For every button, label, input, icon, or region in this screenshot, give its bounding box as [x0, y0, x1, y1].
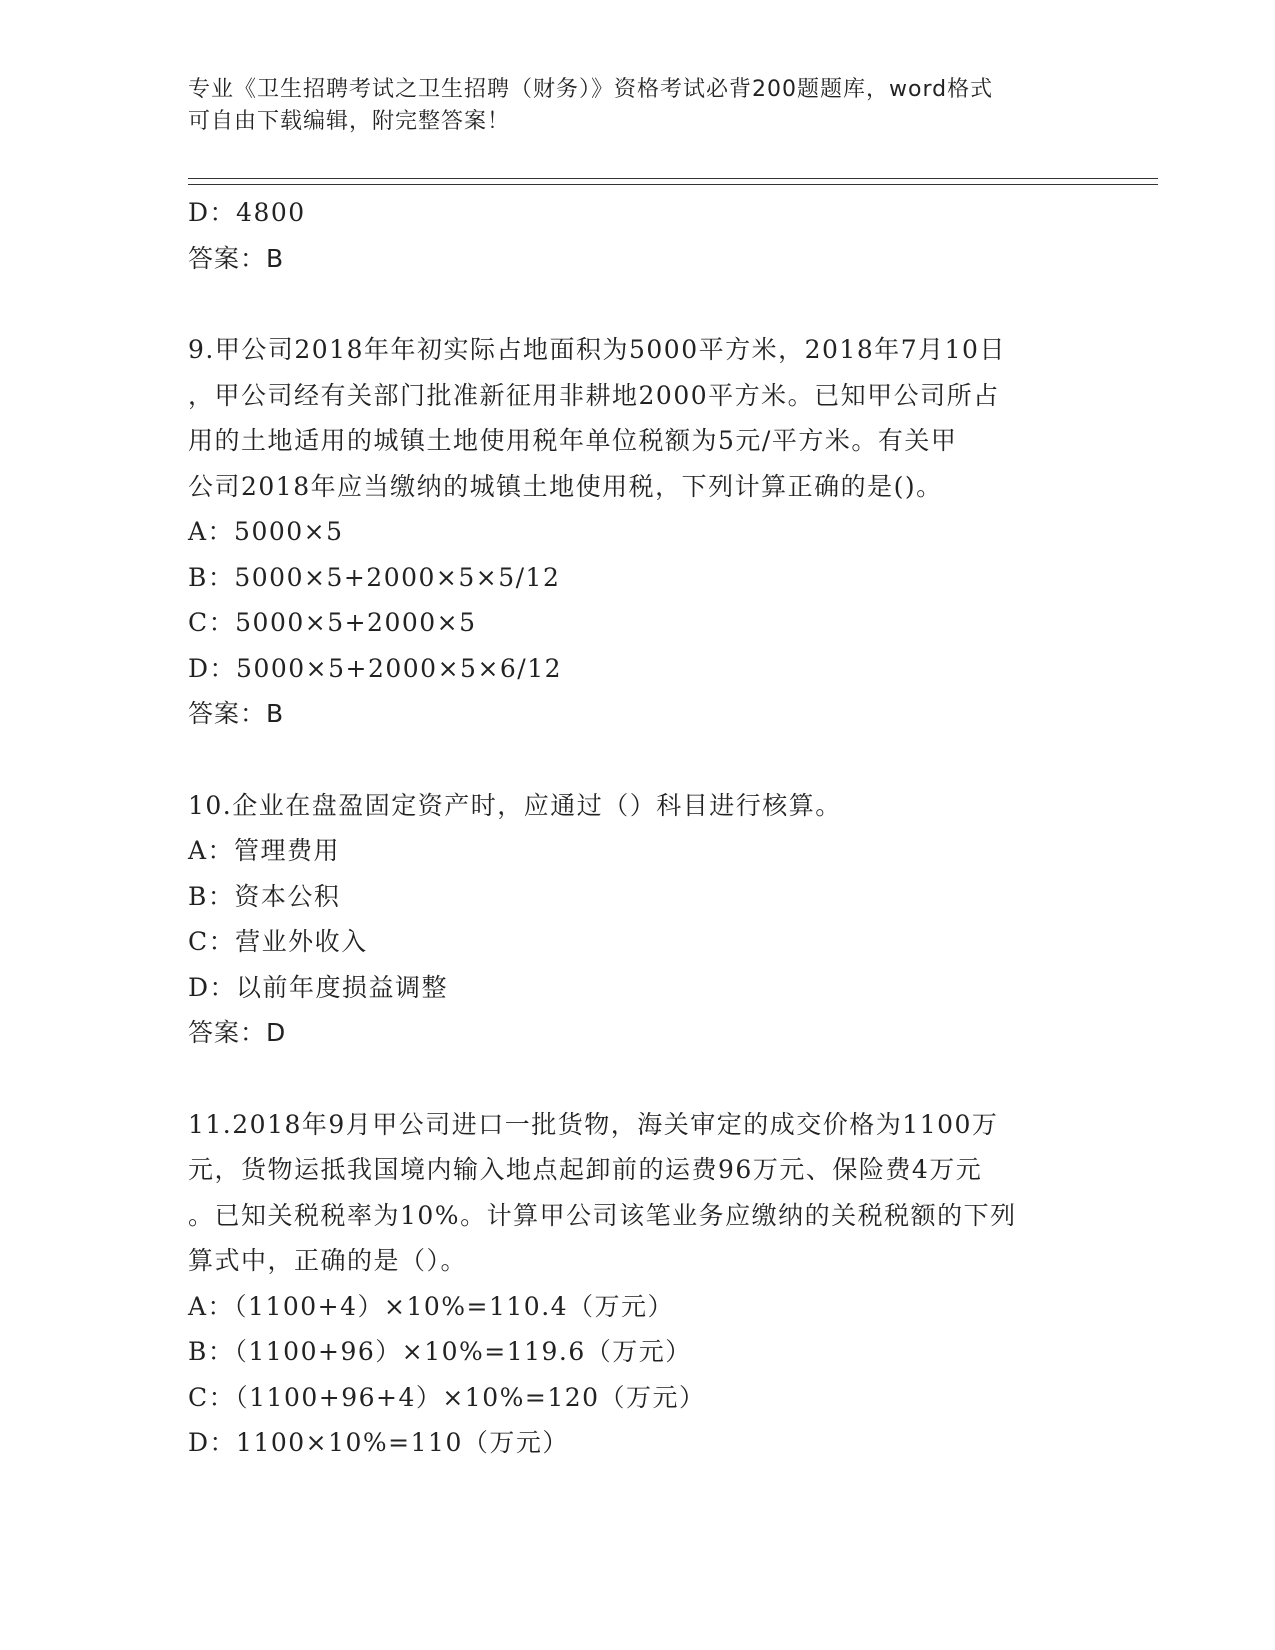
header-line: 专业《卫生招聘考试之卫生招聘（财务）》资格考试必背200题题库，word格式	[188, 77, 994, 102]
option-a: A：5000×5	[188, 517, 344, 546]
answer: 答案：D	[188, 1018, 287, 1047]
option-c: C：（1100+96+4）×10%=120（万元）	[188, 1382, 706, 1412]
header-line: 可自由下载编辑，附完整答案！	[188, 109, 511, 134]
option-b: B：资本公积	[188, 881, 341, 911]
option-a: A：管理费用	[188, 836, 341, 865]
option-a: A：（1100+4）×10%=110.4（万元）	[188, 1291, 675, 1321]
option-d: D：1100×10%=110（万元）	[188, 1428, 569, 1457]
question-stem: 算式中，正确的是（）。	[188, 1246, 468, 1275]
document-body	[188, 190, 1088, 1466]
question-stem: 。已知关税税率为10%。计算甲公司该笔业务应缴纳的关税税额的下列	[188, 1200, 1017, 1230]
spacer	[188, 1056, 1088, 1102]
option-b: B：5000×5+2000×5×5/12	[188, 562, 561, 592]
option-d: D：以前年度损益调整	[188, 972, 449, 1002]
question-9	[188, 327, 1088, 737]
question-stem: 11.2018年9月甲公司进口一批货物，海关审定的成交价格为1100万	[188, 1109, 999, 1139]
answer: 答案：B	[188, 699, 285, 728]
question-stem: 元，货物运抵我国境内输入地点起卸前的运费96万元、保险费4万元	[188, 1155, 983, 1184]
question-10	[188, 783, 1088, 1056]
option-d: D：5000×5+2000×5×6/12	[188, 653, 563, 683]
header-divider	[188, 178, 1158, 185]
question-11	[188, 1102, 1088, 1466]
spacer	[188, 737, 1088, 783]
question-stem: 10.企业在盘盈固定资产时，应通过（）科目进行核算。	[188, 790, 842, 820]
option-c: C：5000×5+2000×5	[188, 608, 477, 637]
option-c: C：营业外收入	[188, 927, 368, 956]
option-b: B：（1100+96）×10%=119.6（万元）	[188, 1337, 692, 1366]
spacer	[188, 281, 1088, 327]
question-stem: 9.甲公司2018年年初实际占地面积为5000平方米，2018年7月10日	[188, 335, 1006, 364]
option-d: D：4800	[188, 198, 306, 227]
question-stem: 公司2018年应当缴纳的城镇土地使用税，下列计算正确的是()。	[188, 471, 943, 501]
answer: 答案：B	[188, 243, 285, 273]
question-stem: ，甲公司经有关部门批准新征用非耕地2000平方米。已知甲公司所占	[188, 380, 1000, 410]
question-stem: 用的土地适用的城镇土地使用税年单位税额为5元/平方米。有关甲	[188, 426, 958, 455]
page-header	[188, 74, 1088, 138]
